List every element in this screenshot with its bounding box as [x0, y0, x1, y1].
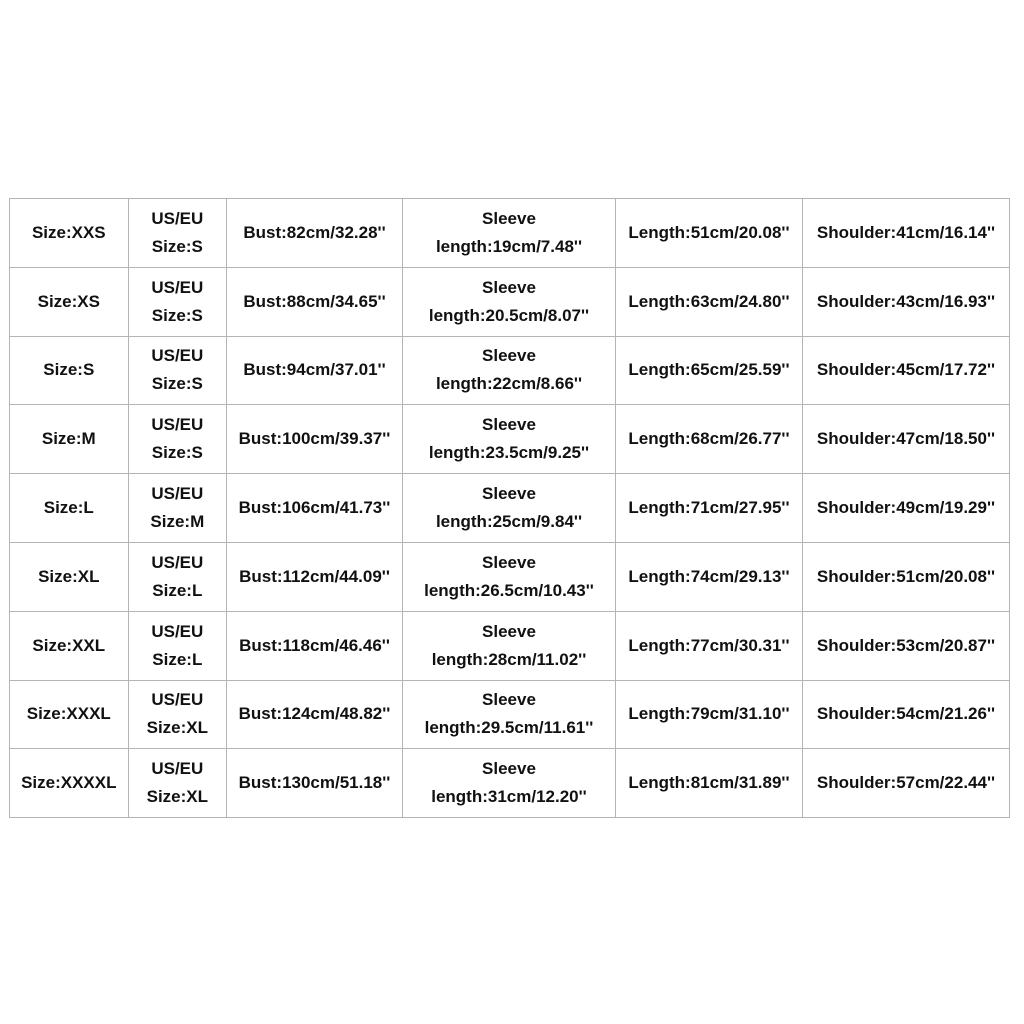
- sleeve-length-value: length:26.5cm/10.43'': [424, 580, 594, 600]
- sleeve-label: Sleeve: [482, 208, 536, 228]
- sleeve-label: Sleeve: [482, 621, 536, 641]
- sleeve-length-value: length:25cm/9.84'': [435, 512, 582, 532]
- shoulder-cell: [802, 474, 1009, 543]
- length-cell: [616, 611, 803, 680]
- shoulder-cell: [802, 611, 1009, 680]
- useu-size-cell: [128, 405, 226, 474]
- bust-value: Bust:88cm/34.65'': [243, 291, 386, 311]
- length-cell: [616, 474, 803, 543]
- length-value: Length:68cm/26.77'': [628, 429, 790, 449]
- size-cell: [10, 542, 129, 611]
- length-cell: [616, 336, 803, 405]
- shoulder-value: Shoulder:53cm/20.87'': [816, 635, 996, 655]
- sleeve-cell: [402, 199, 615, 268]
- bust-value: Bust:124cm/48.82'': [238, 704, 391, 724]
- bust-cell: [227, 542, 403, 611]
- shoulder-cell: [802, 267, 1009, 336]
- useu-label: US/EU: [151, 690, 204, 710]
- useu-size-cell: [128, 749, 226, 818]
- length-cell: [616, 405, 803, 474]
- size-label: Size:XS: [37, 291, 100, 311]
- sleeve-label: Sleeve: [482, 346, 536, 366]
- bust-value: Bust:94cm/37.01'': [243, 360, 386, 380]
- length-cell: [616, 199, 803, 268]
- useu-label: US/EU: [151, 484, 204, 504]
- size-chart-table: [9, 198, 1010, 818]
- length-value: Length:81cm/31.89'': [628, 773, 790, 793]
- bust-value: Bust:130cm/51.18'': [238, 773, 391, 793]
- useu-size-cell: [128, 680, 226, 749]
- bust-cell: [227, 474, 403, 543]
- useu-size-value: Size:XL: [146, 718, 209, 738]
- useu-size-value: Size:L: [152, 649, 203, 669]
- table-row: [10, 199, 1010, 268]
- table-row: [10, 542, 1010, 611]
- bust-value: Bust:82cm/32.28'': [243, 222, 386, 242]
- bust-cell: [227, 680, 403, 749]
- sleeve-cell: [402, 405, 615, 474]
- useu-label: US/EU: [151, 346, 204, 366]
- size-cell: [10, 405, 129, 474]
- size-cell: [10, 611, 129, 680]
- sleeve-label: Sleeve: [482, 415, 536, 435]
- bust-cell: [227, 336, 403, 405]
- useu-size-value: Size:M: [150, 512, 205, 532]
- useu-size-value: Size:S: [151, 236, 203, 256]
- shoulder-value: Shoulder:49cm/19.29'': [816, 498, 996, 518]
- size-cell: [10, 749, 129, 818]
- size-label: Size:M: [41, 429, 96, 449]
- sleeve-length-value: length:23.5cm/9.25'': [428, 443, 590, 463]
- sleeve-length-value: length:28cm/11.02'': [431, 649, 587, 669]
- shoulder-value: Shoulder:43cm/16.93'': [816, 291, 996, 311]
- bust-cell: [227, 749, 403, 818]
- size-label: Size:L: [43, 498, 94, 518]
- size-label: Size:XL: [38, 566, 100, 586]
- length-value: Length:51cm/20.08'': [628, 222, 790, 242]
- useu-size-cell: [128, 611, 226, 680]
- useu-label: US/EU: [151, 277, 204, 297]
- length-value: Length:77cm/30.31'': [628, 635, 790, 655]
- sleeve-label: Sleeve: [482, 759, 536, 779]
- sleeve-cell: [402, 611, 615, 680]
- shoulder-value: Shoulder:54cm/21.26'': [816, 704, 996, 724]
- size-cell: [10, 267, 129, 336]
- useu-size-value: Size:L: [152, 580, 203, 600]
- useu-size-cell: [128, 267, 226, 336]
- shoulder-value: Shoulder:41cm/16.14'': [816, 222, 996, 242]
- size-label: Size:XXL: [32, 635, 106, 655]
- size-cell: [10, 474, 129, 543]
- bust-value: Bust:100cm/39.37'': [238, 429, 391, 449]
- length-value: Length:74cm/29.13'': [628, 566, 790, 586]
- sleeve-label: Sleeve: [482, 690, 536, 710]
- bust-cell: [227, 611, 403, 680]
- shoulder-cell: [802, 680, 1009, 749]
- length-cell: [616, 267, 803, 336]
- sleeve-length-value: length:31cm/12.20'': [431, 787, 587, 807]
- sleeve-label: Sleeve: [482, 484, 536, 504]
- table-row: [10, 474, 1010, 543]
- length-cell: [616, 749, 803, 818]
- bust-value: Bust:118cm/46.46'': [239, 635, 390, 655]
- length-value: Length:63cm/24.80'': [628, 291, 790, 311]
- shoulder-cell: [802, 199, 1009, 268]
- useu-size-value: Size:S: [151, 305, 203, 325]
- useu-size-value: Size:S: [151, 443, 203, 463]
- length-cell: [616, 680, 803, 749]
- sleeve-cell: [402, 474, 615, 543]
- bust-cell: [227, 405, 403, 474]
- size-label: Size:S: [43, 360, 95, 380]
- useu-size-cell: [128, 199, 226, 268]
- length-value: Length:65cm/25.59'': [628, 360, 790, 380]
- size-cell: [10, 199, 129, 268]
- table-row: [10, 336, 1010, 405]
- useu-size-cell: [128, 542, 226, 611]
- sleeve-cell: [402, 336, 615, 405]
- shoulder-cell: [802, 405, 1009, 474]
- shoulder-cell: [802, 542, 1009, 611]
- size-cell: [10, 680, 129, 749]
- table-row: [10, 680, 1010, 749]
- sleeve-label: Sleeve: [482, 552, 536, 572]
- table-row: [10, 405, 1010, 474]
- shoulder-value: Shoulder:51cm/20.08'': [816, 566, 996, 586]
- shoulder-cell: [802, 336, 1009, 405]
- length-cell: [616, 542, 803, 611]
- size-label: Size:XXS: [31, 222, 106, 242]
- sleeve-cell: [402, 680, 615, 749]
- length-value: Length:79cm/31.10'': [628, 704, 790, 724]
- useu-label: US/EU: [151, 415, 204, 435]
- sleeve-label: Sleeve: [482, 277, 536, 297]
- shoulder-value: Shoulder:47cm/18.50'': [816, 429, 996, 449]
- useu-size-value: Size:XL: [146, 787, 209, 807]
- useu-label: US/EU: [151, 552, 204, 572]
- size-chart-body: [10, 199, 1010, 818]
- size-cell: [10, 336, 129, 405]
- shoulder-value: Shoulder:45cm/17.72'': [816, 360, 996, 380]
- length-value: Length:71cm/27.95'': [628, 498, 790, 518]
- size-label: Size:XXXXL: [21, 773, 117, 793]
- sleeve-length-value: length:20.5cm/8.07'': [428, 305, 590, 325]
- sleeve-cell: [402, 542, 615, 611]
- bust-value: Bust:112cm/44.09'': [239, 566, 390, 586]
- bust-cell: [227, 199, 403, 268]
- shoulder-cell: [802, 749, 1009, 818]
- sleeve-length-value: length:22cm/8.66'': [435, 374, 582, 394]
- size-label: Size:XXXL: [26, 704, 111, 724]
- useu-label: US/EU: [151, 208, 204, 228]
- useu-size-cell: [128, 336, 226, 405]
- bust-cell: [227, 267, 403, 336]
- useu-size-cell: [128, 474, 226, 543]
- sleeve-cell: [402, 267, 615, 336]
- sleeve-length-value: length:19cm/7.48'': [435, 236, 582, 256]
- table-row: [10, 611, 1010, 680]
- useu-label: US/EU: [151, 759, 204, 779]
- sleeve-cell: [402, 749, 615, 818]
- table-row: [10, 267, 1010, 336]
- shoulder-value: Shoulder:57cm/22.44'': [816, 773, 996, 793]
- bust-value: Bust:106cm/41.73'': [238, 498, 391, 518]
- table-row: [10, 749, 1010, 818]
- useu-label: US/EU: [151, 621, 204, 641]
- useu-size-value: Size:S: [151, 374, 203, 394]
- sleeve-length-value: length:29.5cm/11.61'': [424, 718, 594, 738]
